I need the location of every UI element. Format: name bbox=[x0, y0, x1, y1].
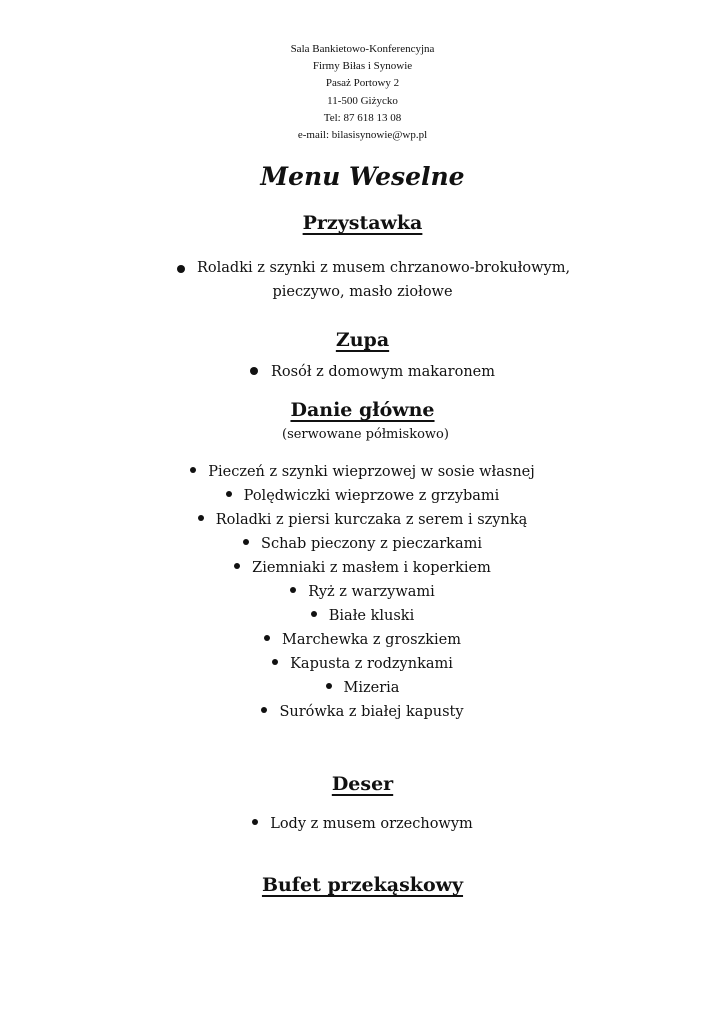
danie-item-text: Pieczeń z szynki wieprzowej w sosie własnej bbox=[208, 464, 535, 480]
bullet-icon bbox=[290, 587, 296, 593]
danie-item bbox=[0, 556, 725, 580]
section-heading-przystawka bbox=[0, 210, 725, 236]
danie-item-text: Ziemniaki z masłem i koperkiem bbox=[252, 560, 491, 576]
bullet-icon bbox=[264, 635, 270, 641]
danie-item-text: Marchewka z groszkiem bbox=[282, 632, 461, 648]
danie-item-text: Schab pieczony z pieczarkami bbox=[261, 536, 482, 552]
danie-serving-note: (serwowane półmiskowo) bbox=[282, 427, 449, 442]
przystawka-item-line1: Roladki z szynki z musem chrzanowo-brokułowym, bbox=[197, 260, 571, 276]
bullet-icon bbox=[198, 515, 204, 521]
section-heading-deser bbox=[0, 771, 725, 797]
danie-item-text: Surówka z białej kapusty bbox=[279, 704, 464, 720]
venue-phone: Tel: 87 618 13 08 bbox=[323, 111, 402, 124]
danie-item-text: Kapusta z rodzynkami bbox=[290, 656, 453, 672]
section-heading-bufet bbox=[0, 872, 725, 898]
danie-item bbox=[0, 604, 725, 628]
bullet-icon bbox=[261, 707, 267, 713]
danie-item-text: Roladki z piersi kurczaka z serem i szynką bbox=[215, 512, 528, 528]
menu-title: Menu Weselne bbox=[260, 162, 465, 191]
danie-item bbox=[0, 628, 725, 652]
zupa-item: Rosół z domowym makaronem bbox=[271, 364, 495, 380]
venue-header bbox=[0, 41, 725, 144]
danie-item-text: Mizeria bbox=[343, 680, 400, 696]
section-heading-danie-text: Danie główne bbox=[290, 399, 435, 421]
bullet-icon bbox=[177, 265, 185, 273]
section-heading-zupa bbox=[0, 327, 725, 353]
venue-email: e-mail: bilasisynowie@wp.pl bbox=[297, 129, 428, 142]
danie-item bbox=[0, 532, 725, 556]
bullet-icon bbox=[243, 539, 249, 545]
danie-item bbox=[0, 676, 725, 700]
bullet-icon bbox=[272, 659, 278, 665]
venue-company: Firmy Biłas i Synowie bbox=[312, 60, 413, 73]
danie-item bbox=[0, 652, 725, 676]
bullet-icon bbox=[311, 611, 317, 617]
bullet-icon bbox=[234, 563, 240, 569]
deser-item bbox=[0, 812, 725, 836]
deser-item-text: Lody z musem orzechowym bbox=[270, 816, 473, 832]
venue-name: Sala Bankietowo-Konferencyjna bbox=[290, 43, 435, 55]
bullet-icon bbox=[250, 367, 258, 375]
przystawka-item-line2: pieczywo, masło ziołowe bbox=[272, 284, 453, 300]
section-heading-bufet-text: Bufet przekąskowy bbox=[261, 874, 464, 896]
bullet-icon bbox=[252, 819, 258, 825]
bullet-icon bbox=[226, 491, 232, 497]
bullet-icon bbox=[326, 683, 332, 689]
danie-item-text: Ryż z warzywami bbox=[308, 584, 435, 600]
bullet-icon bbox=[190, 467, 196, 473]
danie-item-text: Białe kluski bbox=[328, 608, 415, 624]
danie-item bbox=[0, 700, 725, 724]
section-heading-zupa-text: Zupa bbox=[335, 329, 390, 351]
danie-item bbox=[0, 508, 725, 532]
danie-item bbox=[0, 580, 725, 604]
danie-item bbox=[0, 484, 725, 508]
danie-item bbox=[0, 460, 725, 484]
section-heading-przystawka-text: Przystawka bbox=[302, 212, 423, 234]
venue-street: Pasaż Portowy 2 bbox=[325, 77, 400, 90]
section-heading-deser-text: Deser bbox=[331, 773, 394, 795]
venue-city: 11-500 Giżycko bbox=[327, 94, 398, 107]
danie-item-text: Polędwiczki wieprzowe z grzybami bbox=[243, 488, 500, 504]
section-heading-danie bbox=[0, 397, 725, 423]
